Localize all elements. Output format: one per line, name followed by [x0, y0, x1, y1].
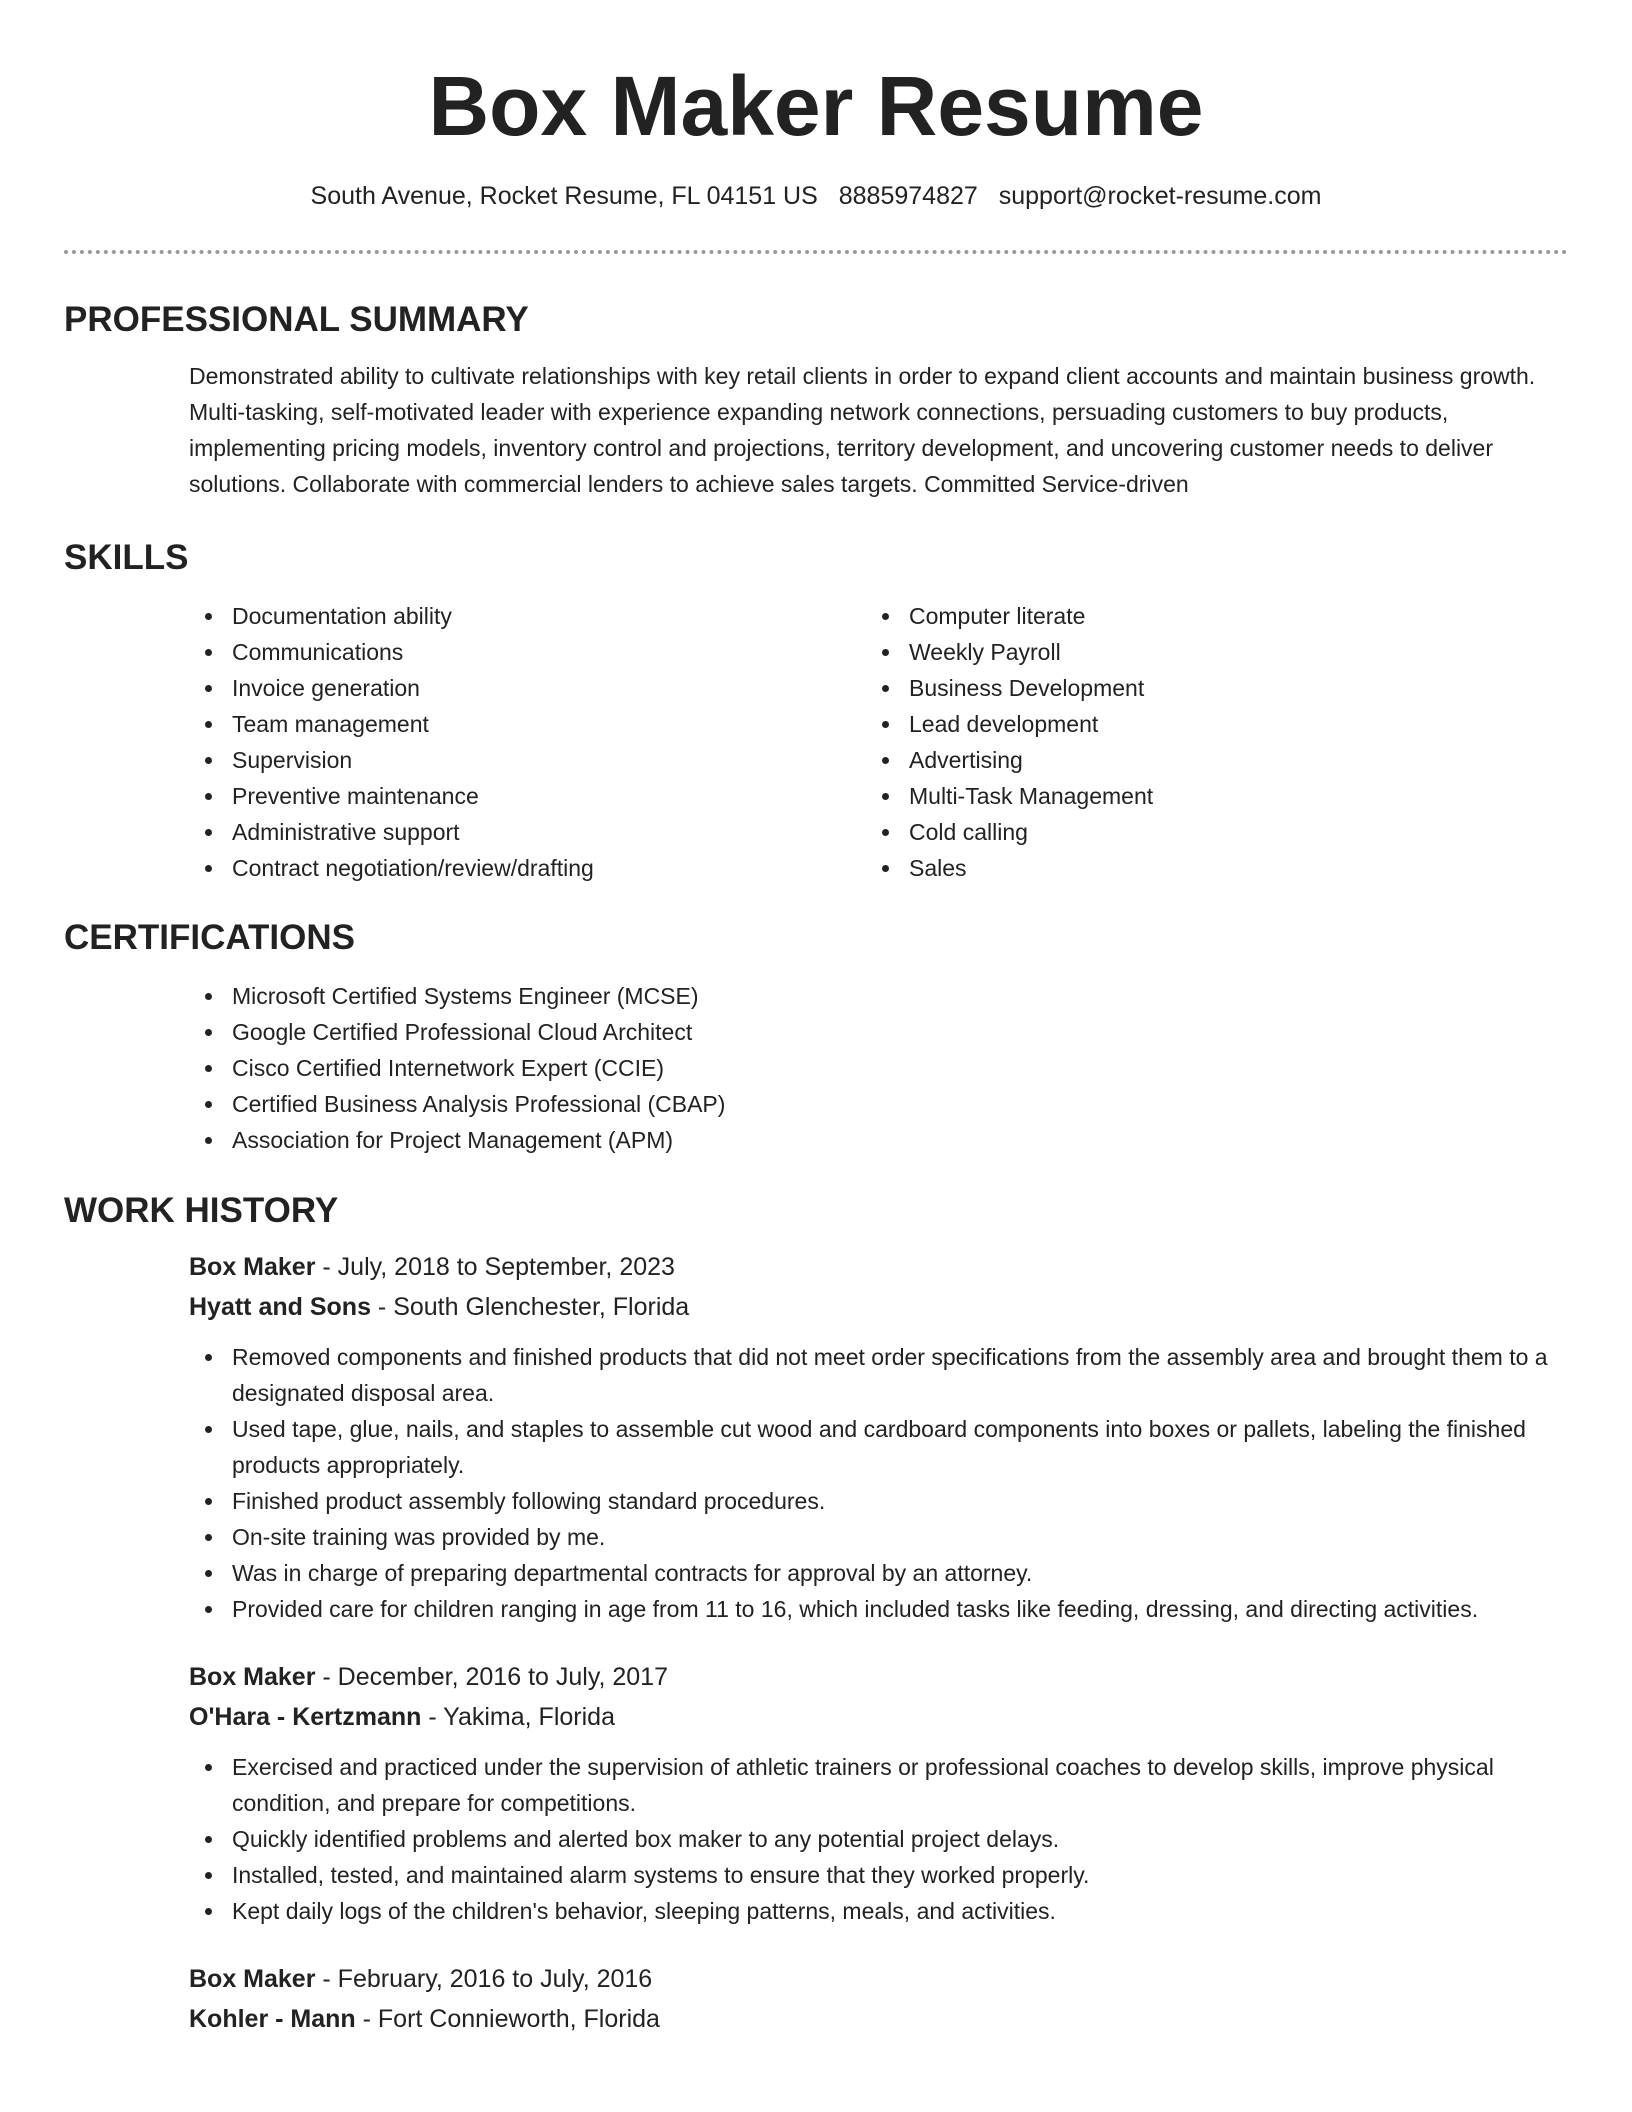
- skill-item: Administrative support: [232, 814, 866, 850]
- job-location: - Fort Connieworth, Florida: [355, 2005, 660, 2033]
- job-bullets: [189, 1749, 1568, 1929]
- job-bullet: Quickly identified problems and alerted box maker to any potential project delays.: [232, 1821, 1568, 1857]
- job-bullet: Finished product assembly following standard procedures.: [232, 1483, 1568, 1519]
- job-location: - South Glenchester, Florida: [370, 1293, 690, 1321]
- skill-item: Team management: [232, 706, 866, 742]
- certification-item: Certified Business Analysis Professional (CBAP): [232, 1086, 1568, 1122]
- skill-item: Computer literate: [909, 598, 1543, 634]
- job-title: Box Maker: [189, 1253, 316, 1281]
- job-bullet: Removed components and finished products that did not meet order specifications from the assembly area and brought them to a designated disposal area.: [232, 1339, 1568, 1411]
- skill-item: Multi-Task Management: [909, 778, 1543, 814]
- skills-column-left: [189, 598, 866, 886]
- section-heading-summary: PROFESSIONAL SUMMARY: [64, 300, 529, 339]
- job-dates: - July, 2018 to September, 2023: [315, 1253, 675, 1281]
- section-heading-work-history: WORK HISTORY: [64, 1191, 339, 1230]
- job-bullet: Provided care for children ranging in age from 11 to 16, which included tasks like feeding, dressing, and directing activities.: [232, 1591, 1568, 1627]
- job-title: Box Maker: [189, 1965, 316, 1993]
- contact-email: support@rocket-resume.com: [998, 182, 1322, 210]
- job-dates: - December, 2016 to July, 2017: [315, 1663, 668, 1691]
- skill-item: Documentation ability: [232, 598, 866, 634]
- contact-address: South Avenue, Rocket Resume, FL 04151 US: [310, 182, 818, 210]
- resume-page: [64, 0, 1568, 2033]
- skill-item: Business Development: [909, 670, 1543, 706]
- contact-phone: 8885974827: [838, 182, 978, 210]
- header-divider: [64, 250, 1568, 254]
- skills-column-right: [866, 598, 1543, 886]
- job-title-line: [189, 1959, 1568, 1999]
- job-company-line: [189, 1697, 1568, 1737]
- skill-item: Weekly Payroll: [909, 634, 1543, 670]
- skills-list-right: [866, 598, 1543, 886]
- job-entry: [189, 1657, 1568, 1929]
- certification-item: Google Certified Professional Cloud Architect: [232, 1014, 1568, 1050]
- job-bullets: [189, 1339, 1568, 1627]
- job-bullet: Exercised and practiced under the supervision of athletic trainers or professional coaches to develop skills, improve physical condition, and prepare for competitions.: [232, 1749, 1568, 1821]
- job-title-line: [189, 1657, 1568, 1697]
- skills-columns: [189, 598, 1568, 886]
- skill-item: Cold calling: [909, 814, 1543, 850]
- skill-item: Supervision: [232, 742, 866, 778]
- skills-section: [64, 536, 1568, 886]
- skill-item: Lead development: [909, 706, 1543, 742]
- job-entry: [189, 1247, 1568, 1627]
- skills-list-left: [189, 598, 866, 886]
- certification-item: Microsoft Certified Systems Engineer (MCSE): [232, 978, 1568, 1014]
- job-company: O'Hara - Kertzmann: [189, 1703, 422, 1731]
- certifications-body: [189, 978, 1568, 1158]
- job-company: Hyatt and Sons: [189, 1293, 371, 1321]
- job-title: Box Maker: [189, 1663, 316, 1691]
- summary-section: [64, 298, 1568, 502]
- work-history-section: [64, 1189, 1568, 2039]
- job-entry: [189, 1959, 1568, 2039]
- job-title-line: [189, 1247, 1568, 1287]
- skill-item: Preventive maintenance: [232, 778, 866, 814]
- skill-item: Invoice generation: [232, 670, 866, 706]
- job-bullet: On-site training was provided by me.: [232, 1519, 1568, 1555]
- job-company-line: [189, 1287, 1568, 1327]
- section-heading-skills: SKILLS: [64, 538, 189, 577]
- certification-item: Association for Project Management (APM): [232, 1122, 1568, 1158]
- job-dates: - February, 2016 to July, 2016: [315, 1965, 653, 1993]
- certifications-section: [64, 916, 1568, 1158]
- skill-item: Advertising: [909, 742, 1543, 778]
- certifications-list: [189, 978, 1568, 1158]
- skill-item: Contract negotiation/review/drafting: [232, 850, 866, 886]
- job-bullet: Installed, tested, and maintained alarm systems to ensure that they worked properly.: [232, 1857, 1568, 1893]
- certification-item: Cisco Certified Internetwork Expert (CCIE): [232, 1050, 1568, 1086]
- job-bullet: Was in charge of preparing departmental contracts for approval by an attorney.: [232, 1555, 1568, 1591]
- section-heading-certifications: CERTIFICATIONS: [64, 918, 356, 957]
- job-company-line: [189, 1999, 1568, 2039]
- resume-title: Box Maker Resume: [428, 59, 1204, 153]
- job-bullet: Used tape, glue, nails, and staples to assemble cut wood and cardboard components into boxes or pallets, labeling the finished products appropriately.: [232, 1411, 1568, 1483]
- job-location: - Yakima, Florida: [421, 1703, 615, 1731]
- summary-text: Demonstrated ability to cultivate relationships with key retail clients in order to expand client accounts and maintain business growth. Multi-tasking, self-motivated leader with experience expanding network connections, persuading customers to buy products, implementing pricing models, inventory control and projections, territory development, and uncovering customer needs to deliver solutions. Collaborate with commercial lenders to achieve sales targets. Committed Service-driven: [189, 363, 1536, 497]
- job-company: Kohler - Mann: [189, 2005, 356, 2033]
- contact-line: [64, 178, 1568, 214]
- skill-item: Sales: [909, 850, 1543, 886]
- job-bullet: Kept daily logs of the children's behavior, sleeping patterns, meals, and activities.: [232, 1893, 1568, 1929]
- skill-item: Communications: [232, 634, 866, 670]
